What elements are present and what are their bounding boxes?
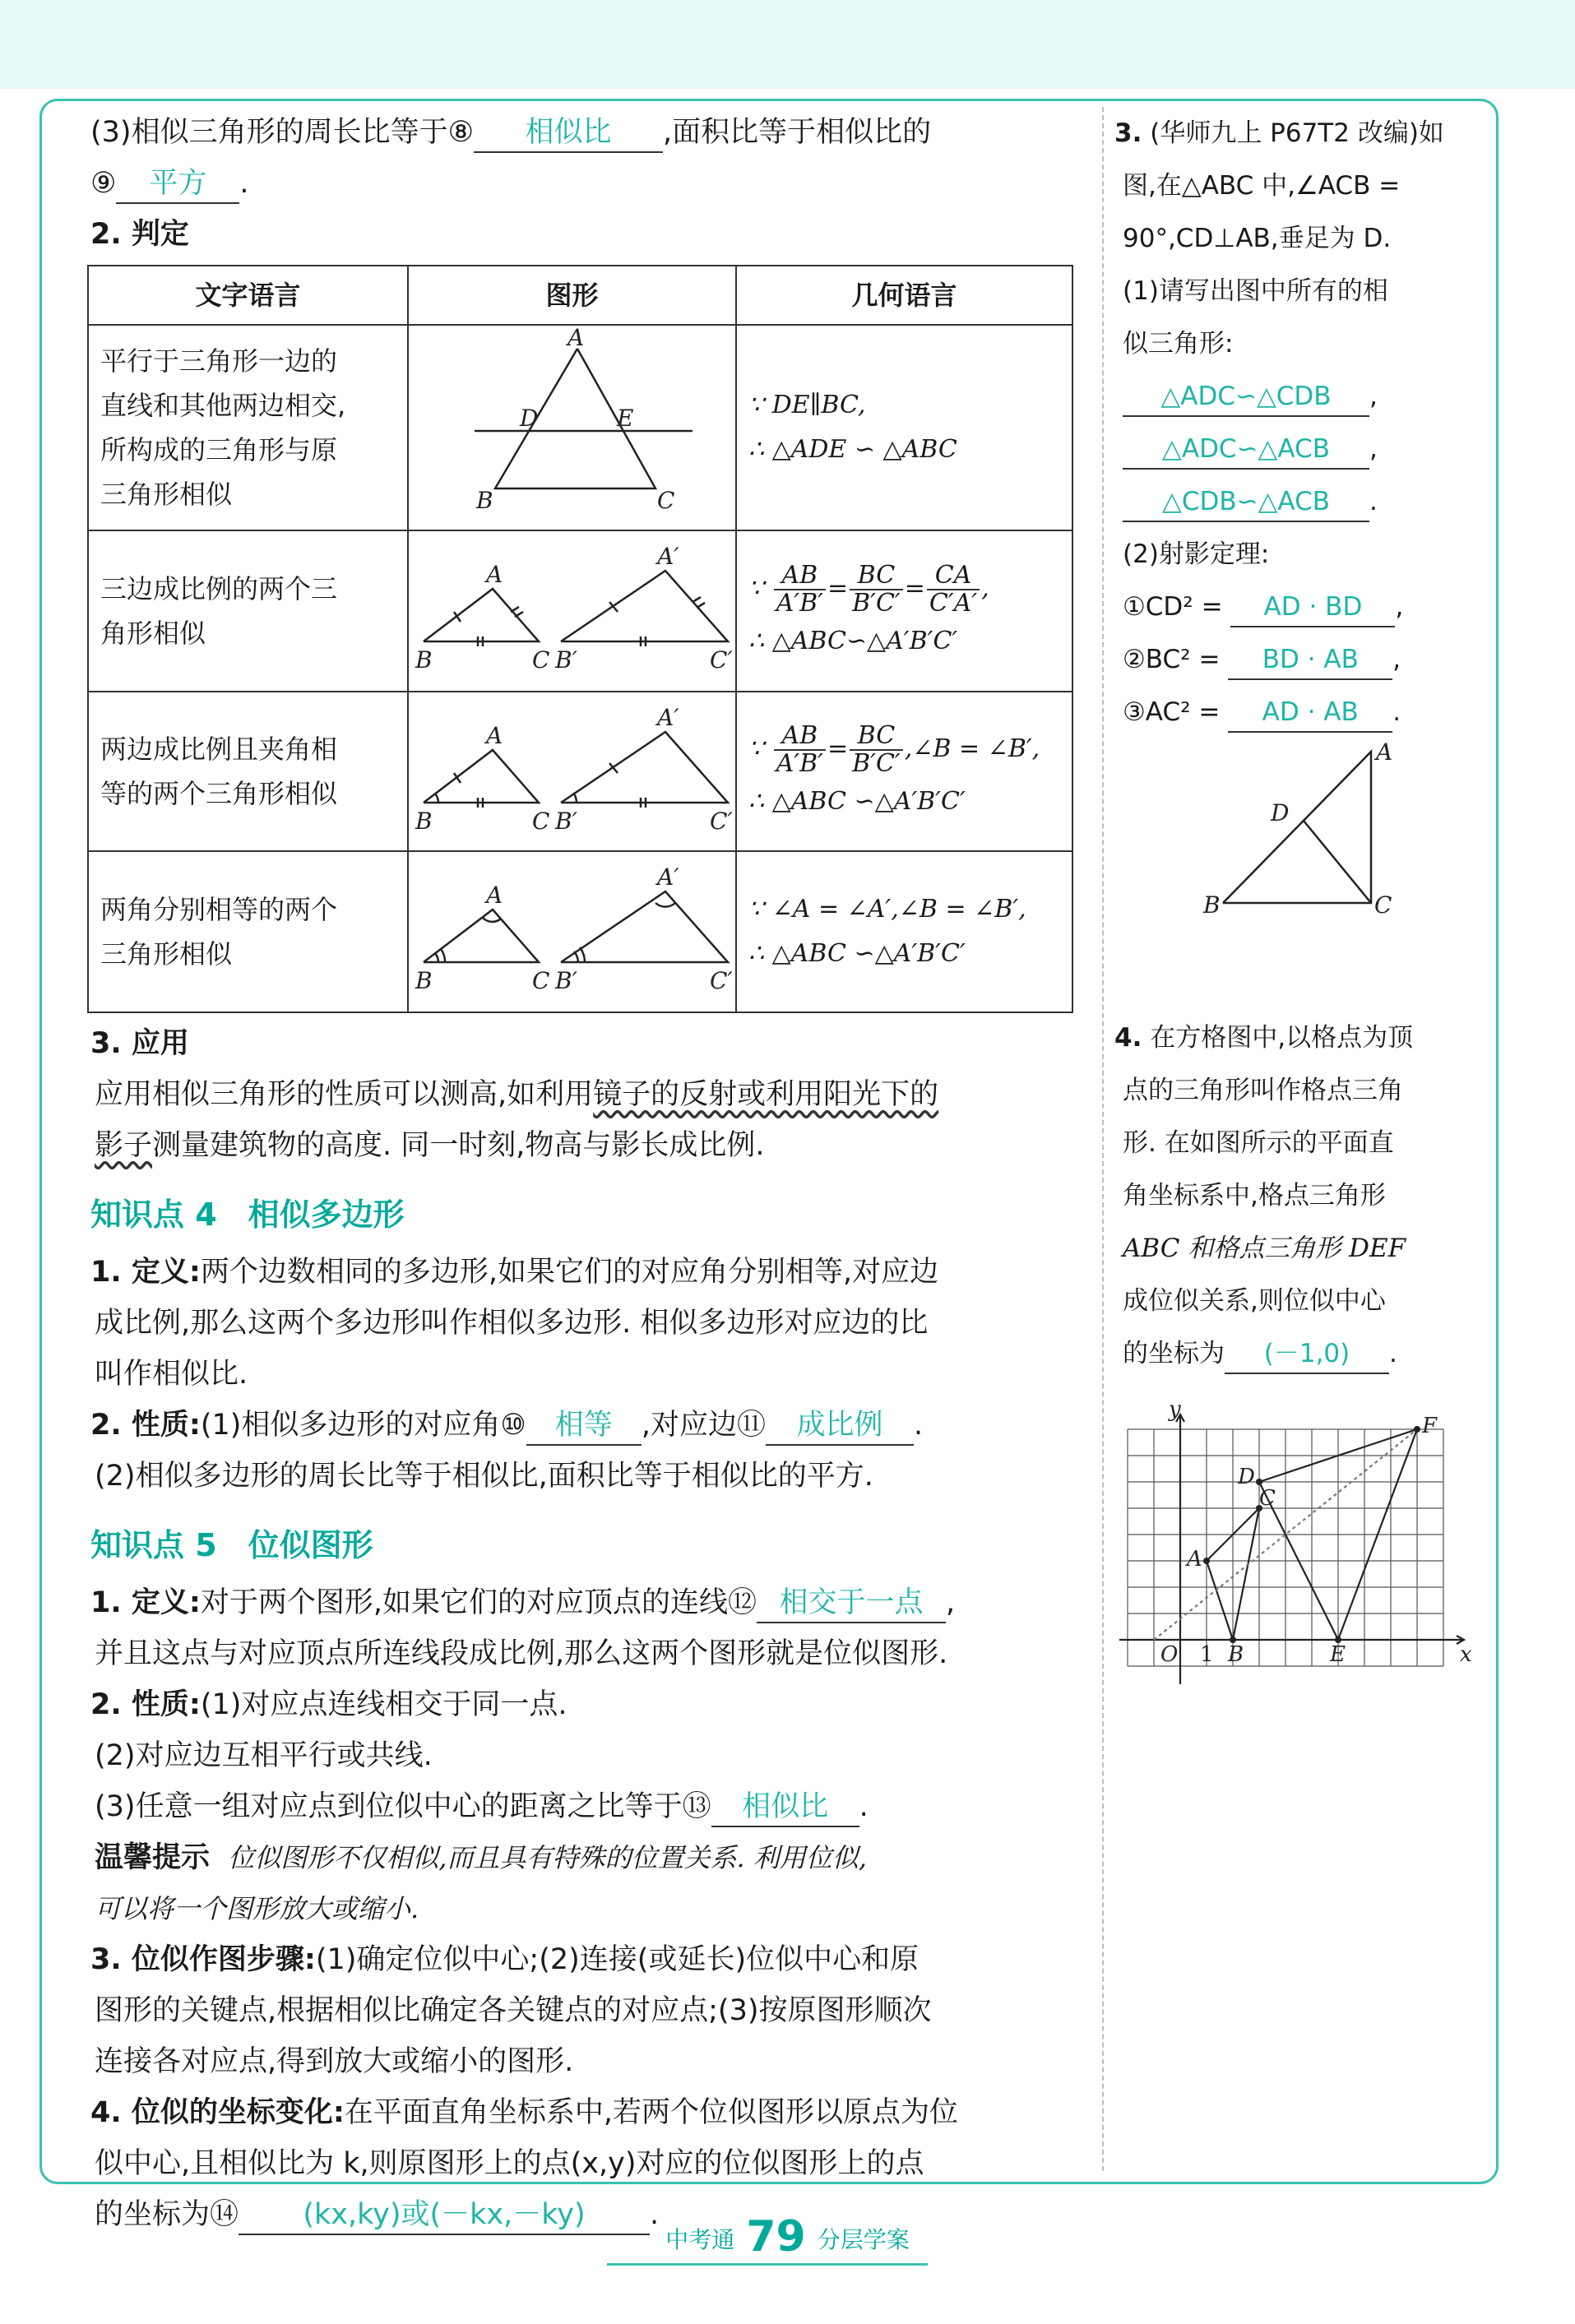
svg-text:A: A [1187,1547,1202,1572]
table-cell-geometry: ∵ ∠A = ∠A′,∠B = ∠B′, ∴ △ABC ∽△A′B′C′ [736,851,1072,1012]
svg-text:C: C [532,808,550,835]
svg-text:C: C [532,967,550,994]
fraction: $\frac{AB}{A'B'}$ [774,562,826,617]
coordinate-answer-line: 的坐标为⑭ (kx,ky)或(－kx,－ky) . [90,2189,1086,2240]
kp5-property: 2. 性质:(1)对应点连线相交于同一点. [90,1688,567,1721]
svg-text:B: B [415,808,433,835]
svg-text:D: D [520,405,539,432]
answer-q3-2: △ADC∽△ACB [1123,430,1369,470]
svg-text:B′: B′ [555,646,577,674]
svg-text:A′: A′ [657,863,679,891]
kp5-property-3: (3)任意一组对应点到位似中心的距离之比等于⑬ 相似比 . [90,1781,1086,1832]
fraction: $\frac{AB}{A'B'}$ [774,723,826,777]
svg-text:C: C [657,487,675,514]
table-header: 几何语言 [736,266,1072,325]
brand-name: 中考通 [665,2226,735,2253]
right-column: 3. (华师九上 P67T2 改编)如 图,在△ABC 中,∠ACB = 90°,CD⊥AB,垂足为 D. (1)请写出图中所有的相 似三角形: △ADC∽△CDB , △ADC∽△ACB , △CDB∽△ACB . (2)射影定理: ①CD² = AD · BD , ②BC² = BD · AB , ③AC² = AD · AB . A D B C 4. 在方格图中,以格点为顶 点的三角形叫作格点三角 形. 在如图所示的平面直 角坐标系中,格点三角形 ABC 和格点三角形 DEF 成位似关系,则位似中心 的坐标为 (－1,0) . y x O 1 B E A C D F [1114,107,1476,1719]
kp4-property: 2. 性质:(1)相似多边形的对应角⑩ 相等 ,对应边⑪ 成比例 . [90,1400,1086,1451]
knowledge-point-5-title: 知识点 5 位似图形 [90,1527,373,1563]
svg-text:A: A [486,722,503,749]
answer-13: 相似比 [711,1788,859,1827]
table-cell-figure [408,692,736,851]
coordinate-grid-figure [1114,1405,1476,1701]
svg-text:B′: B′ [555,808,577,835]
sas-similar-triangles-figure [409,692,734,837]
parallel-line-triangle-figure [409,326,734,516]
table-row [88,692,1072,851]
table-cell-text: 三边成比例的两个三 角形相似 [88,530,408,692]
fraction: $\frac{BC}{B'C'}$ [850,562,903,617]
answer-10: 相等 [526,1406,642,1446]
svg-text:1: 1 [1200,1642,1214,1667]
answer-9-line: ⑨ 平方 . [90,158,1086,209]
table-row [88,325,1072,530]
answer-projection-2: BD · AB [1228,641,1392,680]
svg-text:B: B [415,646,433,674]
table-cell-text: 两边成比例且夹角相 等的两个三角形相似 [88,692,408,851]
svg-text:C′: C′ [710,808,733,835]
question-4: 4. 在方格图中,以格点为顶 [1114,1023,1414,1053]
table-header: 图形 [408,266,736,325]
svg-text:B: B [415,967,433,994]
application-line-1: 应用相似三角形的性质可以测高,如利用镜子的反射或利用阳光下的 [95,1078,939,1111]
table-cell-figure [408,325,736,530]
svg-text:O: O [1160,1642,1179,1667]
svg-text:C′: C′ [710,967,733,994]
answer-11: 成比例 [766,1406,914,1446]
table-cell-text: 平行于三角形一边的 直线和其他两边相交, 所构成的三角形与原 三角形相似 [88,325,408,530]
table-header: 文字语言 [88,266,408,325]
answer-14: (kx,ky)或(－kx,－ky) [239,2196,650,2235]
table-cell-geometry: ∵ $\frac{AB}{A'B'}$ = $\frac{BC}{B'C'}$ = $\frac{CA}{C'A'}$ , ∴ △ABC∽△A′B′C′ [736,530,1072,692]
answer-q3-1: △ADC∽△CDB [1123,377,1369,417]
knowledge-point-4-title: 知识点 4 相似多边形 [90,1197,405,1233]
svg-text:x: x [1460,1642,1472,1667]
column-divider [1102,107,1104,2171]
page-number: 79 [746,2212,806,2262]
answer-8: 相似比 [474,113,663,153]
similar-triangle-property-3: (3)相似三角形的周长比等于⑧ 相似比 ,面积比等于相似比的 [90,107,1086,158]
right-triangle-altitude-figure [1114,738,1476,936]
homothety-steps: 3. 位似作图步骤:(1)确定位似中心;(2)连接(或延长)位似中心和原 [90,1943,920,1976]
kp5-definition: 1. 定义:对于两个图形,如果它们的对应顶点的连线⑫ 相交于一点 , [90,1577,1086,1628]
svg-text:D: D [1271,799,1290,826]
table-row [88,851,1072,1012]
answer-projection-1: AD · BD [1230,588,1395,627]
answer-9: 平方 [116,164,239,204]
svg-text:A: A [1376,738,1393,766]
svg-text:A: A [486,882,503,909]
kp4-definition: 1. 定义:两个边数相同的多边形,如果它们的对应角分别相等,对应边 [90,1256,939,1289]
svg-text:C′: C′ [710,646,733,674]
table-cell-geometry: ∵ DE∥BC, ∴ △ADE ∽ △ABC [736,325,1072,530]
svg-text:C: C [1259,1486,1276,1511]
svg-text:A: A [567,326,585,351]
svg-text:A′: A′ [657,704,679,731]
application-line-2: 影子测量建筑物的高度. 同一时刻,物高与影长成比例. [95,1129,765,1162]
footer-rule [607,2263,928,2266]
svg-text:E: E [1330,1642,1346,1667]
table-cell-figure [408,851,736,1012]
table-cell-text: 两角分别相等的两个 三角形相似 [88,851,408,1012]
aa-similar-triangles-figure [409,852,734,998]
svg-text:B: B [1228,1642,1244,1667]
svg-text:E: E [617,405,634,432]
svg-text:B′: B′ [555,967,577,994]
answer-q4: (－1,0) [1225,1335,1389,1374]
question-3: 3. (华师九上 P67T2 改编)如 [1114,118,1444,148]
page-footer [0,2212,1575,2262]
top-band [0,0,1575,89]
table-cell-geometry: ∵ $\frac{AB}{A'B'}$ = $\frac{BC}{B'C'}$ ,∠B = ∠B′, ∴ △ABC ∽△A′B′C′ [736,692,1072,851]
svg-text:A′: A′ [657,543,679,570]
judgement-table [87,265,1073,1013]
warm-tip: 温馨提示 位似图形不仅相似,而且具有特殊的位置关系. 利用位似, [95,1841,867,1874]
svg-text:A: A [486,561,503,588]
fraction: $\frac{CA}{C'A'}$ [927,562,980,617]
svg-text:B: B [476,487,493,514]
section-judgement-title: 2. 判定 [90,218,189,251]
left-column: (3)相似三角形的周长比等于⑧ 相似比 ,面积比等于相似比的 ⑨ 平方 . 2. 判定 文字语言 图形 几何语言 平行于三角形一边的 直线和其他两边相交, 所构成的三角形与原 三角形相似 A D E B C ∵ DE∥BC, ∴ △ADE ∽ △ABC 三边成比例的两个三 角形相似 A A′ B C B′ C′ ∵ $\frac{AB}{A'B'}$ = $\frac{BC}{B'C'}$ = $\frac{CA}{C'A'}$ , ∴ △ABC∽△A′B′C′ 两边成比例且夹角相 等的两个三角形相似 A A′ B C B′ C′ ∵ $\frac{AB}{A'B'}$ = $\frac{BC}{B'C'}$ ,∠B = ∠B′, ∴ △ABC ∽△A′B′C′ 两角分别相等的两个 三角形相似 A A′ B C B′ C′ ∵ ∠A = ∠A′,∠B = ∠B′, ∴ △ABC ∽△A′B′C′ 3. 应用 应用相似三角形的性质可以测高,如利用镜子的反射或利用阳光下的 影子测量建筑物的高度. 同一时刻,物高与影长成比例. 知识点 4 相似多边形 1. 定义:两个边数相同的多边形,如果它们的对应角分别相等,对应边 成比例,那么这两个多边形叫作相似多边形. 相似多边形对应边的比 叫作相似比. 2. 性质:(1)相似多边形的对应角⑩ 相等 ,对应边⑪ 成比例 . (2)相似多边形的周长比等于相似比,面积比等于相似比的平方. 知识点 5 位似图形 1. 定义:对于两个图形,如果它们的对应顶点的连线⑫ 相交于一点 , 并且这点与对应顶点所连线段成比例,那么这两个图形就是位似图形. 2. 性质:(1)对应点连线相交于同一点. (2)对应边互相平行或共线. (3)任意一组对应点到位似中心的距离之比等于⑬ 相似比 . 温馨提示 位似图形不仅相似,而且具有特殊的位置关系. 利用位似, 可以将一个图形放大或缩小. 3. 位似作图步骤:(1)确定位似中心;(2)连接(或延长)位似中心和原 图形的关键点,根据相似比确定各关键点的对应点;(3)按原图形顺次 连接各对应点,得到放大或缩小的图形. 4. 位似的坐标变化:在平面直角坐标系中,若两个位似图形以原点为位 似中心,且相似比为 k,则原图形上的点(x,y)对应的位似图形上的点 的坐标为⑭ (kx,ky)或(－kx,－ky) . [90,107,1086,2240]
coordinate-change: 4. 位似的坐标变化:在平面直角坐标系中,若两个位似图形以原点为位 [90,2096,958,2129]
answer-12: 相交于一点 [757,1584,946,1623]
answer-q3-3: △CDB∽△ACB [1123,483,1369,522]
answer-projection-3: AD · AB [1228,693,1392,733]
series-name: 分层学案 [817,2226,910,2253]
fraction: $\frac{BC}{B'C'}$ [850,723,903,777]
table-cell-figure [408,530,736,692]
svg-text:D: D [1238,1465,1255,1489]
table-row [88,530,1072,692]
svg-text:C: C [1374,891,1392,919]
section-application-title: 3. 应用 [90,1027,189,1060]
svg-text:y: y [1169,1405,1181,1422]
svg-text:F: F [1422,1414,1438,1438]
svg-text:B: B [1203,891,1221,919]
svg-text:C: C [532,646,550,674]
sss-similar-triangles-figure [409,531,734,678]
